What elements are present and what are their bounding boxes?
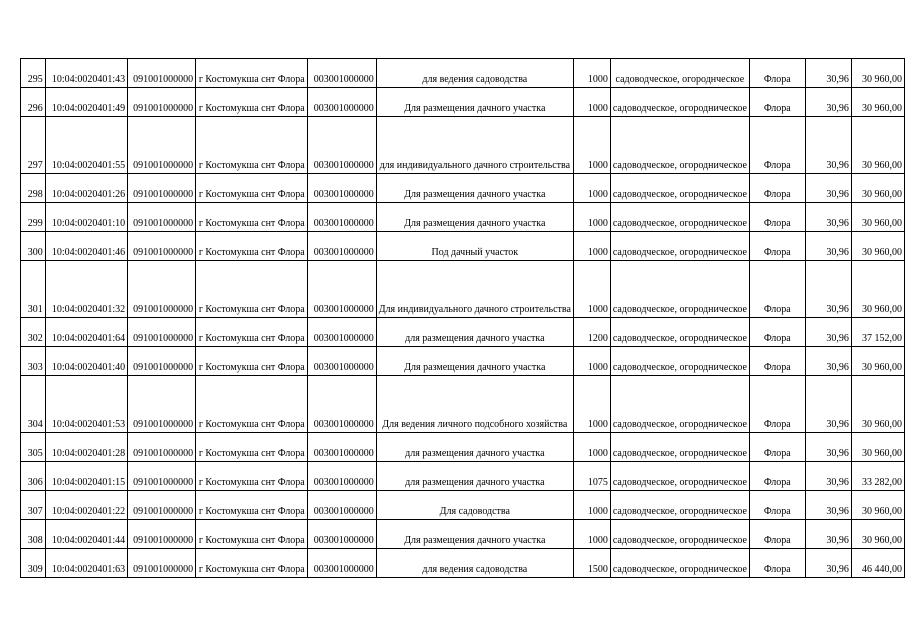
area-cell: 1000 <box>573 347 610 376</box>
okato-code-cell: 091001000000 <box>128 261 196 318</box>
table-row <box>21 433 905 462</box>
area-cell: 1200 <box>573 318 610 347</box>
permitted-use-cell: Для садоводства <box>376 491 573 520</box>
area-cell: 1075 <box>573 462 610 491</box>
cadastral-number-cell: 10:04:0020401:10 <box>45 203 127 232</box>
permitted-use-cell: Для размещения дачного участка <box>376 88 573 117</box>
row-number-cell: 299 <box>21 203 46 232</box>
permitted-use-cell: для индивидуального дачного строительства <box>376 117 573 174</box>
land-type-cell: садоводческое, огородническое <box>610 520 749 549</box>
cadastral-number-cell: 10:04:0020401:15 <box>45 462 127 491</box>
table-row <box>21 462 905 491</box>
okato-code-cell: 091001000000 <box>128 203 196 232</box>
okato-code-cell: 091001000000 <box>128 88 196 117</box>
rate-cell: 30,96 <box>805 261 851 318</box>
permitted-use-cell: Для размещения дачного участка <box>376 203 573 232</box>
land-parcels-table <box>20 58 905 578</box>
permitted-use-cell: для размещения дачного участка <box>376 433 573 462</box>
cadastral-number-cell: 10:04:0020401:63 <box>45 549 127 578</box>
address-cell: г Костомукша снт Флора <box>196 347 308 376</box>
partnership-name-cell: Флора <box>749 203 805 232</box>
cadastral-number-cell: 10:04:0020401:46 <box>45 232 127 261</box>
cadastral-number-cell: 10:04:0020401:40 <box>45 347 127 376</box>
cadastral-number-cell: 10:04:0020401:32 <box>45 261 127 318</box>
rate-cell: 30,96 <box>805 520 851 549</box>
cadastral-value-cell: 37 152,00 <box>851 318 904 347</box>
partnership-name-cell: Флора <box>749 232 805 261</box>
table-row <box>21 232 905 261</box>
row-number-cell: 301 <box>21 261 46 318</box>
partnership-name-cell: Флора <box>749 520 805 549</box>
row-number-cell: 304 <box>21 376 46 433</box>
category-code-cell: 003001000000 <box>308 59 376 88</box>
table-row <box>21 549 905 578</box>
land-type-cell: садоводческое, огородническое <box>610 174 749 203</box>
partnership-name-cell: Флора <box>749 347 805 376</box>
address-cell: г Костомукша снт Флора <box>196 59 308 88</box>
table-row <box>21 117 905 174</box>
cadastral-value-cell: 30 960,00 <box>851 232 904 261</box>
cadastral-value-cell: 30 960,00 <box>851 376 904 433</box>
okato-code-cell: 091001000000 <box>128 520 196 549</box>
address-cell: г Костомукша снт Флора <box>196 376 308 433</box>
row-number-cell: 296 <box>21 88 46 117</box>
partnership-name-cell: Флора <box>749 88 805 117</box>
permitted-use-cell: Для размещения дачного участка <box>376 347 573 376</box>
area-cell: 1000 <box>573 491 610 520</box>
table-row <box>21 318 905 347</box>
okato-code-cell: 091001000000 <box>128 117 196 174</box>
okato-code-cell: 091001000000 <box>128 376 196 433</box>
row-number-cell: 297 <box>21 117 46 174</box>
permitted-use-cell: для размещения дачного участка <box>376 318 573 347</box>
address-cell: г Костомукша снт Флора <box>196 261 308 318</box>
address-cell: г Костомукша снт Флора <box>196 232 308 261</box>
cadastral-number-cell: 10:04:0020401:53 <box>45 376 127 433</box>
rate-cell: 30,96 <box>805 491 851 520</box>
cadastral-value-cell: 46 440,00 <box>851 549 904 578</box>
okato-code-cell: 091001000000 <box>128 232 196 261</box>
okato-code-cell: 091001000000 <box>128 59 196 88</box>
row-number-cell: 307 <box>21 491 46 520</box>
category-code-cell: 003001000000 <box>308 174 376 203</box>
rate-cell: 30,96 <box>805 347 851 376</box>
partnership-name-cell: Флора <box>749 117 805 174</box>
address-cell: г Костомукша снт Флора <box>196 318 308 347</box>
cadastral-number-cell: 10:04:0020401:26 <box>45 174 127 203</box>
land-type-cell: садоводческое, огородническое <box>610 376 749 433</box>
cadastral-value-cell: 30 960,00 <box>851 174 904 203</box>
cadastral-value-cell: 30 960,00 <box>851 347 904 376</box>
cadastral-value-cell: 30 960,00 <box>851 433 904 462</box>
cadastral-number-cell: 10:04:0020401:43 <box>45 59 127 88</box>
permitted-use-cell: Для ведения личного подсобного хозяйства <box>376 376 573 433</box>
okato-code-cell: 091001000000 <box>128 318 196 347</box>
partnership-name-cell: Флора <box>749 174 805 203</box>
address-cell: г Костомукша снт Флора <box>196 88 308 117</box>
rate-cell: 30,96 <box>805 117 851 174</box>
category-code-cell: 003001000000 <box>308 261 376 318</box>
partnership-name-cell: Флора <box>749 491 805 520</box>
land-type-cell: садоводческое, огородническое <box>610 203 749 232</box>
area-cell: 1000 <box>573 376 610 433</box>
land-type-cell: садоводческое, огородническое <box>610 462 749 491</box>
table-row <box>21 174 905 203</box>
cadastral-number-cell: 10:04:0020401:44 <box>45 520 127 549</box>
partnership-name-cell: Флора <box>749 376 805 433</box>
cadastral-value-cell: 30 960,00 <box>851 203 904 232</box>
area-cell: 1000 <box>573 433 610 462</box>
partnership-name-cell: Флора <box>749 59 805 88</box>
land-type-cell: садоводческое, огородническое <box>610 232 749 261</box>
cadastral-value-cell: 30 960,00 <box>851 117 904 174</box>
address-cell: г Костомукша снт Флора <box>196 117 308 174</box>
permitted-use-cell: Для индивидуального дачного строительства <box>376 261 573 318</box>
land-type-cell: садоводческое, огородническое <box>610 261 749 318</box>
area-cell: 1000 <box>573 174 610 203</box>
category-code-cell: 003001000000 <box>308 376 376 433</box>
cadastral-number-cell: 10:04:0020401:64 <box>45 318 127 347</box>
area-cell: 1000 <box>573 117 610 174</box>
okato-code-cell: 091001000000 <box>128 462 196 491</box>
rate-cell: 30,96 <box>805 174 851 203</box>
row-number-cell: 295 <box>21 59 46 88</box>
cadastral-number-cell: 10:04:0020401:49 <box>45 88 127 117</box>
land-type-cell: садоводческое, огородническое <box>610 117 749 174</box>
address-cell: г Костомукша снт Флора <box>196 462 308 491</box>
area-cell: 1000 <box>573 520 610 549</box>
permitted-use-cell: Под дачный участок <box>376 232 573 261</box>
okato-code-cell: 091001000000 <box>128 174 196 203</box>
land-type-cell: садоводческое, огородническое <box>610 347 749 376</box>
category-code-cell: 003001000000 <box>308 318 376 347</box>
partnership-name-cell: Флора <box>749 261 805 318</box>
category-code-cell: 003001000000 <box>308 88 376 117</box>
rate-cell: 30,96 <box>805 318 851 347</box>
land-type-cell: садоводческое, огородническое <box>610 491 749 520</box>
cadastral-value-cell: 33 282,00 <box>851 462 904 491</box>
address-cell: г Костомукша снт Флора <box>196 174 308 203</box>
cadastral-value-cell: 30 960,00 <box>851 520 904 549</box>
row-number-cell: 308 <box>21 520 46 549</box>
row-number-cell: 309 <box>21 549 46 578</box>
rate-cell: 30,96 <box>805 203 851 232</box>
table-body <box>21 59 905 578</box>
cadastral-number-cell: 10:04:0020401:55 <box>45 117 127 174</box>
address-cell: г Костомукша снт Флора <box>196 433 308 462</box>
table-row <box>21 203 905 232</box>
category-code-cell: 003001000000 <box>308 491 376 520</box>
table-row <box>21 520 905 549</box>
category-code-cell: 003001000000 <box>308 347 376 376</box>
row-number-cell: 300 <box>21 232 46 261</box>
cadastral-value-cell: 30 960,00 <box>851 261 904 318</box>
address-cell: г Костомукша снт Флора <box>196 203 308 232</box>
okato-code-cell: 091001000000 <box>128 347 196 376</box>
land-type-cell: садоводческое, огородническое <box>610 549 749 578</box>
category-code-cell: 003001000000 <box>308 462 376 491</box>
table-row <box>21 376 905 433</box>
permitted-use-cell: для ведения садоводства <box>376 549 573 578</box>
category-code-cell: 003001000000 <box>308 232 376 261</box>
cadastral-number-cell: 10:04:0020401:28 <box>45 433 127 462</box>
address-cell: г Костомукша снт Флора <box>196 491 308 520</box>
rate-cell: 30,96 <box>805 549 851 578</box>
rate-cell: 30,96 <box>805 433 851 462</box>
area-cell: 1000 <box>573 261 610 318</box>
partnership-name-cell: Флора <box>749 433 805 462</box>
category-code-cell: 003001000000 <box>308 520 376 549</box>
row-number-cell: 298 <box>21 174 46 203</box>
land-type-cell: садоводческое, огородническое <box>610 318 749 347</box>
table-row <box>21 347 905 376</box>
row-number-cell: 306 <box>21 462 46 491</box>
partnership-name-cell: Флора <box>749 462 805 491</box>
rate-cell: 30,96 <box>805 59 851 88</box>
address-cell: г Костомукша снт Флора <box>196 549 308 578</box>
permitted-use-cell: для размещения дачного участка <box>376 462 573 491</box>
cadastral-value-cell: 30 960,00 <box>851 491 904 520</box>
area-cell: 1000 <box>573 59 610 88</box>
okato-code-cell: 091001000000 <box>128 433 196 462</box>
category-code-cell: 003001000000 <box>308 433 376 462</box>
row-number-cell: 302 <box>21 318 46 347</box>
cadastral-number-cell: 10:04:0020401:22 <box>45 491 127 520</box>
rate-cell: 30,96 <box>805 462 851 491</box>
land-type-cell: садоводческое, огородническое <box>610 88 749 117</box>
okato-code-cell: 091001000000 <box>128 549 196 578</box>
category-code-cell: 003001000000 <box>308 117 376 174</box>
area-cell: 1000 <box>573 88 610 117</box>
permitted-use-cell: Для размещения дачного участка <box>376 520 573 549</box>
rate-cell: 30,96 <box>805 88 851 117</box>
permitted-use-cell: Для размещения дачного участка <box>376 174 573 203</box>
rate-cell: 30,96 <box>805 232 851 261</box>
land-type-cell: садоводческое, огородническое <box>610 433 749 462</box>
area-cell: 1000 <box>573 203 610 232</box>
address-cell: г Костомукша снт Флора <box>196 520 308 549</box>
table-row <box>21 59 905 88</box>
category-code-cell: 003001000000 <box>308 549 376 578</box>
table-row <box>21 88 905 117</box>
table-row <box>21 261 905 318</box>
row-number-cell: 303 <box>21 347 46 376</box>
cadastral-value-cell: 30 960,00 <box>851 88 904 117</box>
area-cell: 1000 <box>573 232 610 261</box>
row-number-cell: 305 <box>21 433 46 462</box>
rate-cell: 30,96 <box>805 376 851 433</box>
land-type-cell: садоводческое, огороднческое <box>610 59 749 88</box>
permitted-use-cell: для ведения садоводства <box>376 59 573 88</box>
partnership-name-cell: Флора <box>749 318 805 347</box>
area-cell: 1500 <box>573 549 610 578</box>
okato-code-cell: 091001000000 <box>128 491 196 520</box>
cadastral-value-cell: 30 960,00 <box>851 59 904 88</box>
partnership-name-cell: Флора <box>749 549 805 578</box>
table-row <box>21 491 905 520</box>
category-code-cell: 003001000000 <box>308 203 376 232</box>
